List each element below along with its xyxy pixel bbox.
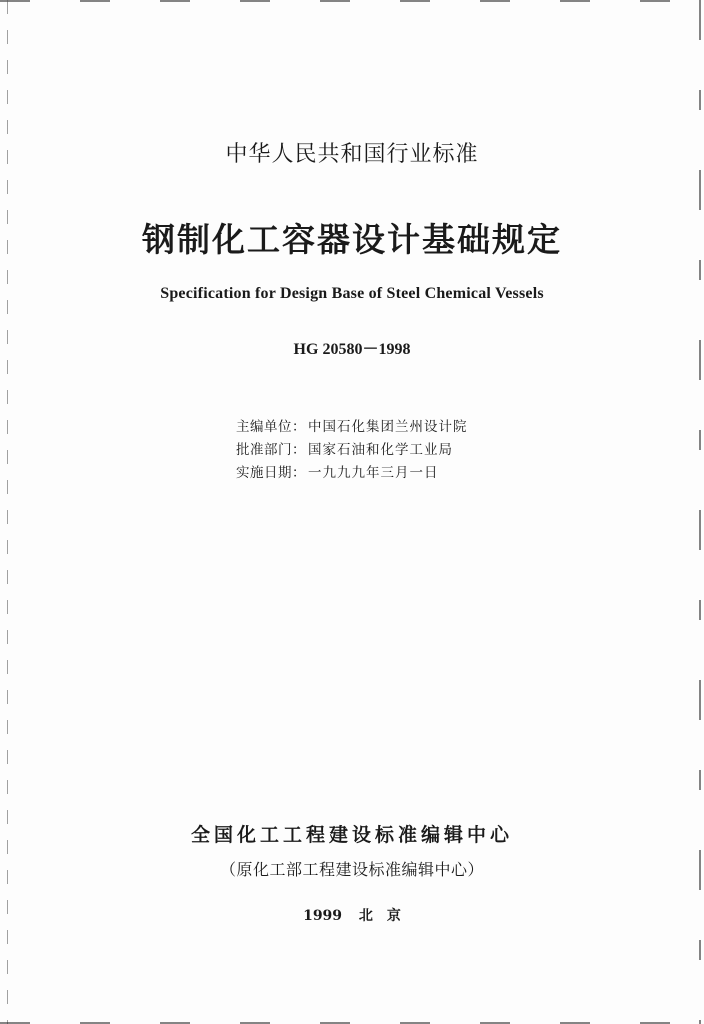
publication-info (0, 905, 704, 925)
document-title-chinese: 钢制化工容器设计基础规定 (142, 220, 562, 259)
effective-date-label: 实施日期： (236, 465, 306, 481)
editor-label: 主编单位： (236, 419, 306, 435)
standard-code: HG 20580－1998 (293, 341, 411, 358)
approver-row (236, 439, 468, 462)
publisher-name: 全国化工工程建设标准编辑中心 (190, 824, 513, 846)
effective-date-row (236, 462, 468, 485)
industry-standard-heading: 中华人民共和国行业标准 (225, 142, 479, 167)
publication-year: 1999 (303, 908, 343, 924)
approver-value: 国家石油和化学工业局 (308, 442, 453, 458)
document-title-english: Specification for Design Base of Steel Chemical Vessels (160, 285, 544, 302)
editor-row (236, 416, 468, 439)
scan-edge-top (0, 0, 704, 2)
editor-value: 中国石化集团兰州设计院 (308, 419, 468, 435)
publisher-former-name: （原化工部工程建设标准编辑中心） (219, 860, 484, 879)
effective-date-value: 一九九九年三月一日 (308, 465, 439, 481)
document-metadata (236, 416, 468, 485)
approver-label: 批准部门： (236, 442, 306, 458)
publication-city: 北 京 (358, 908, 401, 924)
